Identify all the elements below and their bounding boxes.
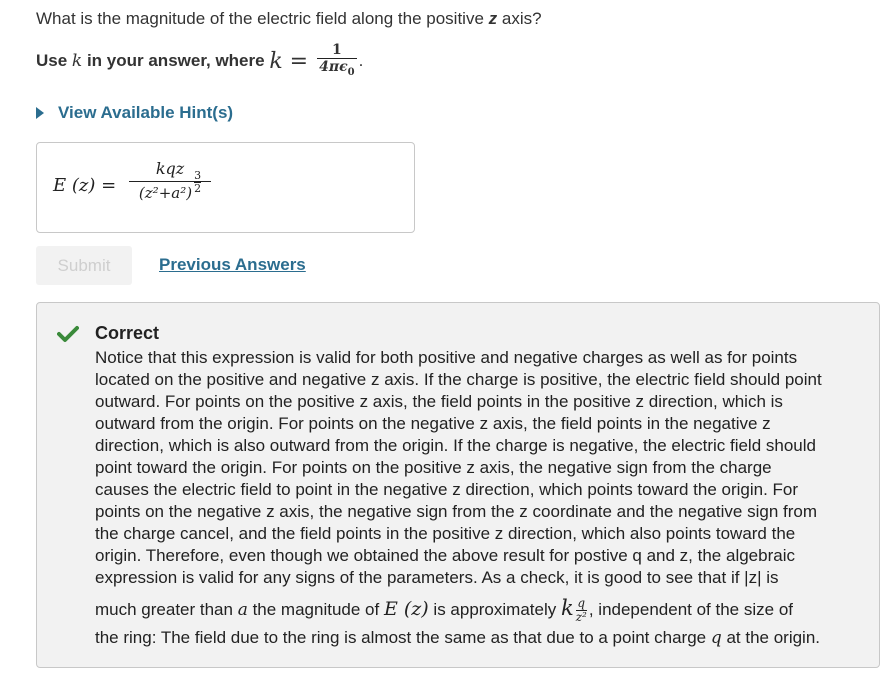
- instruction: [36, 42, 363, 81]
- instruction-equals: =: [282, 48, 316, 74]
- question-var: z: [488, 9, 498, 28]
- instruction-middle: in your answer, where: [82, 51, 270, 71]
- feedback-line: outward from the origin. For points on the negative z axis, the field points in the negative z: [95, 414, 771, 433]
- caret-right-icon: [36, 107, 44, 119]
- feedback-line: much greater than a the magnitude of E (z) is approximately k $\frac{q}{\text{z²}}$ , independent of the size of: [95, 596, 793, 625]
- feedback-line: the ring: The field due to the ring is almost the same as that due to a point charge q at the origin.: [95, 628, 821, 648]
- answer-lhs: E (z) =: [53, 175, 117, 196]
- feedback-line: point toward the origin. For points on the positive z axis, the negative sign from the charge: [95, 458, 772, 477]
- question-suffix: axis?: [497, 9, 542, 28]
- instruction-prefix: Use: [36, 51, 72, 71]
- k-frac-denominator: $4\pi\epsilon_0$: [317, 58, 356, 81]
- k-frac-numerator: 1: [331, 42, 342, 58]
- instruction-k-def: k: [269, 48, 283, 74]
- approx-fraction: $\frac{q}{\text{z²}}$: [575, 596, 587, 625]
- feedback-line: causes the electric field to point in the negative z direction, which points toward the origin. For: [95, 480, 799, 499]
- question-text: [36, 9, 542, 29]
- feedback-line: outward. For points on the positive z axis, the field points in the positive z direction, which is: [95, 392, 783, 411]
- feedback-line: expression is valid for any signs of the parameters. As a check, it is good to see that if |z| is: [95, 568, 779, 587]
- feedback-line: Notice that this expression is valid for both positive and negative charges as well as for points: [95, 348, 798, 367]
- instruction-k: k: [71, 51, 83, 72]
- answer-numerator: kqz: [155, 159, 185, 178]
- answer-input-box[interactable]: [36, 142, 415, 233]
- feedback-line: the charge cancel, and the field points in the positive z direction, which also points toward the: [95, 524, 796, 543]
- feedback-line: points on the negative z axis, the negative sign from the z coordinate and the negative sign from: [95, 502, 817, 521]
- k-definition-fraction: [317, 42, 356, 81]
- feedback-body: [95, 347, 867, 649]
- feedback-title: Correct: [95, 323, 160, 343]
- feedback-line: located on the positive and negative z axis. If the charge is positive, the electric field should point: [95, 370, 822, 389]
- feedback-line: origin. Therefore, even though we obtained the above result for postive q and z, the algebraic: [95, 546, 795, 565]
- hint-label: View Available Hint(s): [58, 103, 234, 122]
- exponent-fraction: $\frac{3}{2}$: [194, 169, 202, 195]
- submit-button[interactable]: Submit: [36, 246, 132, 285]
- answer-fraction: [129, 157, 211, 202]
- previous-answers-link[interactable]: Previous Answers: [159, 255, 306, 274]
- question-prefix: What is the magnitude of the electric field along the positive: [36, 9, 489, 28]
- feedback-panel: [36, 302, 880, 668]
- feedback-line: direction, which is also outward from the origin. If the charge is negative, the electric field should: [95, 436, 816, 455]
- view-hints-link[interactable]: [36, 103, 233, 123]
- instruction-period: .: [358, 51, 364, 71]
- answer-denominator: (z²+a²) $\frac{3}{2}$: [138, 169, 202, 202]
- checkmark-icon: [57, 325, 79, 343]
